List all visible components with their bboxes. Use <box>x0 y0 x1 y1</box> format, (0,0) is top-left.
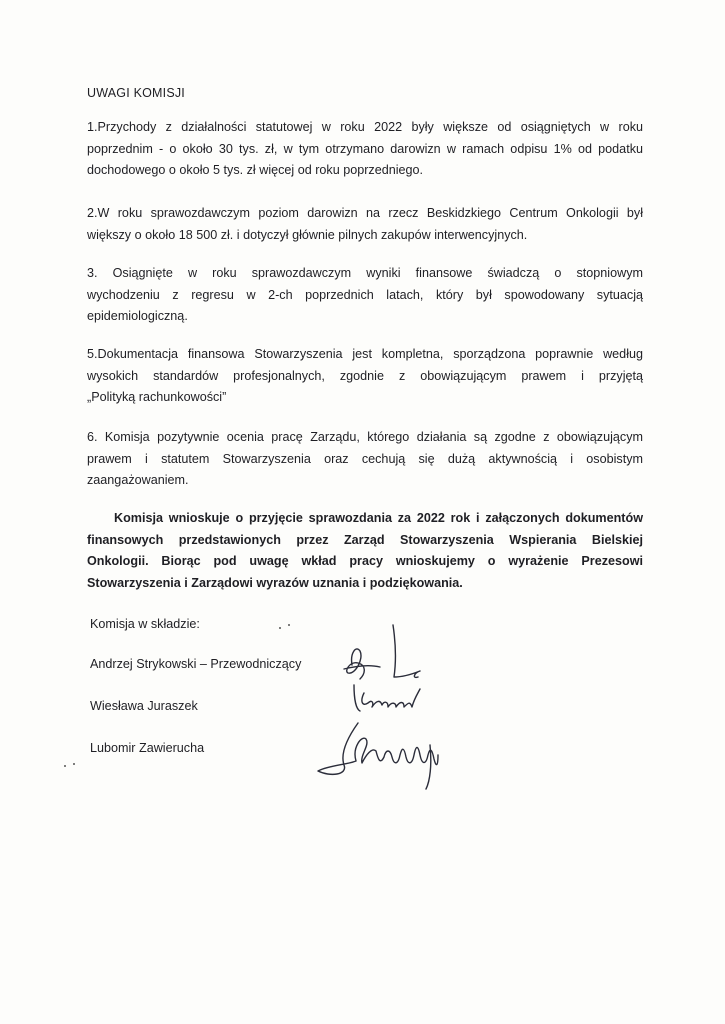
paragraph-3 <box>87 263 643 328</box>
speck <box>64 765 66 767</box>
paragraph-line: dochodowego o około 5 tys. zł więcej od roku poprzedniego. <box>87 163 424 177</box>
committee-member: Wiesława Juraszek <box>90 699 198 713</box>
paragraph-line: poprzednim - o około 30 tys. zł, w tym otrzymano darowizn w ramach odpisu 1% od podatku <box>87 141 643 156</box>
speck <box>288 624 290 626</box>
paragraph-5 <box>87 344 643 409</box>
resolution-paragraph <box>87 508 643 594</box>
paragraph-line: większy o około 18 500 zł. i dotyczył głównie pilnych zakupów interwencyjnych. <box>87 227 528 242</box>
paragraph-line: prawem i statutem Stowarzyszenia oraz cechują się dużą aktywnością i osobistym <box>87 451 643 466</box>
paragraph-line: 6. Komisja pozytywnie ocenia pracę Zarządu, którego działania są zgodne z obowiązującym <box>87 430 643 444</box>
paragraph-line: Stowarzyszenia i Zarządowi wyrazów uznania i podziękowania. <box>87 575 463 590</box>
paragraph-line: zaangażowaniem. <box>87 473 189 487</box>
paragraph-line: wysokich standardów profesjonalnych, zgodnie z obowiązującym prawem i przyjętą <box>87 368 643 383</box>
paragraph-line: Onkologii. Biorąc pod uwagę wkład pracy wnioskujemy o wyrażenie Prezesowi <box>87 554 643 568</box>
paragraph-line: 5.Dokumentacja finansowa Stowarzyszenia jest kompletna, sporządzona poprawnie według <box>87 347 643 361</box>
committee-heading: Komisja w składzie: <box>90 617 200 631</box>
paragraph-line: epidemiologiczną. <box>87 309 188 323</box>
handwritten-signatures <box>300 615 460 795</box>
paragraph-line: finansowych przedstawionych przez Zarząd Stowarzyszenia Wspierania Bielskiej <box>87 532 643 547</box>
paragraph-line: 3. Osiągnięte w roku sprawozdawczym wyniki finansowe świadczą o stopniowym <box>87 266 643 280</box>
paragraph-6 <box>87 427 643 492</box>
committee-member: Lubomir Zawierucha <box>90 741 205 755</box>
paragraph-line: „Polityką rachunkowości” <box>87 390 227 404</box>
paragraph-line: Komisja wnioskuje o przyjęcie sprawozdania za 2022 rok i załączonych dokumentów <box>114 511 643 525</box>
paragraph-line: 1.Przychody z działalności statutowej w roku 2022 były większe od osiągniętych w roku <box>87 120 643 134</box>
paragraph-line: 2.W roku sprawozdawczym poziom darowizn na rzecz Beskidzkiego Centrum Onkologii był <box>87 206 643 220</box>
speck <box>279 627 281 629</box>
committee-member: Andrzej Strykowski – Przewodniczący <box>90 657 302 671</box>
speck <box>73 763 75 765</box>
paragraph-line: wychodzeniu z regresu w 2-ch poprzednich latach, który był spowodowany sytuacją <box>87 287 643 302</box>
paragraph-2 <box>87 203 643 246</box>
signature-juraszek <box>354 685 420 711</box>
document-title: UWAGI KOMISJI <box>87 86 185 100</box>
signature-zawierucha <box>318 723 438 789</box>
signature-strykowski <box>344 625 420 679</box>
paragraph-1 <box>87 117 643 182</box>
